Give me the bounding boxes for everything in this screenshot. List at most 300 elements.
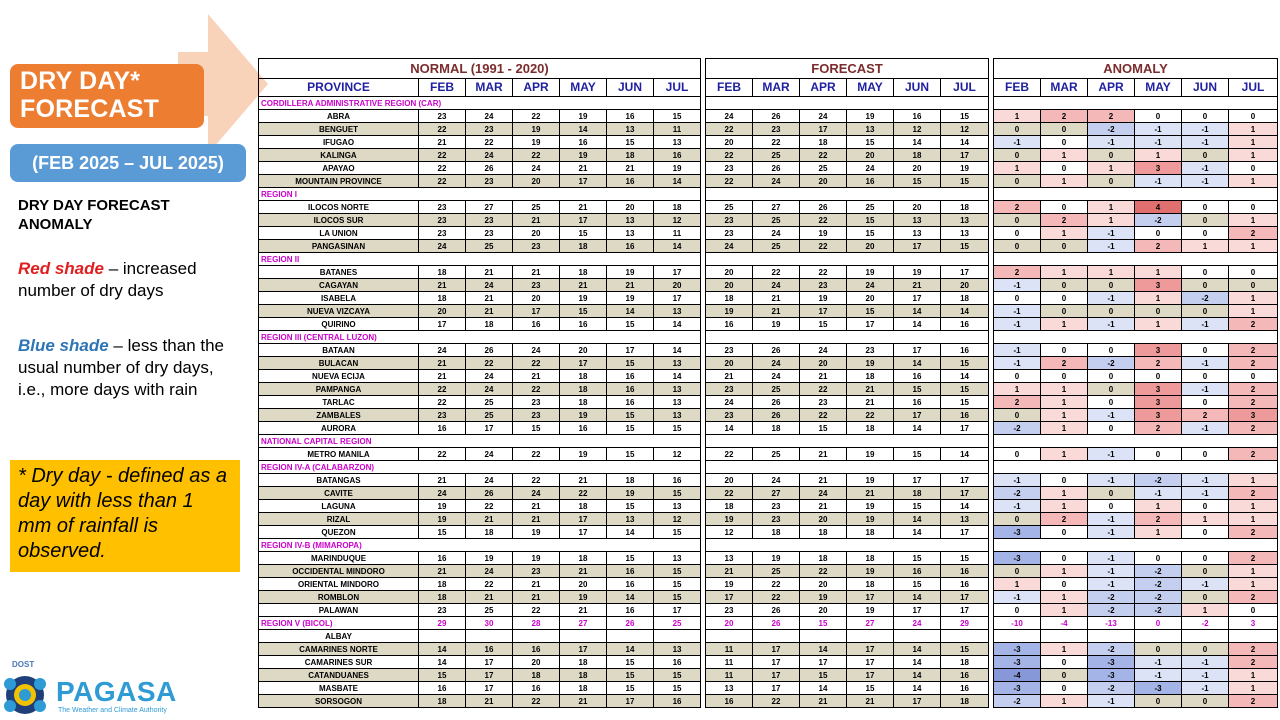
anomaly-cell: 0: [1041, 279, 1088, 292]
forecast-cell: 26: [753, 162, 800, 175]
normal-cell: 21: [466, 591, 513, 604]
anomaly-heading: DRY DAY FORECAST ANOMALY: [18, 197, 170, 233]
normal-cell: 16: [513, 643, 560, 656]
normal-cell: 21: [419, 565, 466, 578]
anomaly-header: ANOMALY: [994, 59, 1278, 79]
normal-cell: 19: [607, 487, 654, 500]
legend-blue: [18, 335, 238, 401]
anomaly-cell: -2: [1135, 214, 1182, 227]
forecast-cell: 21: [847, 383, 894, 396]
pagasa-tagline: The Weather and Climate Authority: [58, 707, 167, 714]
normal-cell: 15: [654, 578, 701, 591]
forecast-cell: 15: [894, 500, 941, 513]
anomaly-cell: -2: [1088, 357, 1135, 370]
forecast-cell: 21: [706, 370, 753, 383]
forecast-cell: 16: [941, 409, 989, 422]
forecast-cell: 24: [706, 240, 753, 253]
normal-cell: 15: [654, 526, 701, 539]
anomaly-cell: -2: [1135, 474, 1182, 487]
forecast-cell: 19: [753, 318, 800, 331]
anomaly-cell: 0: [994, 123, 1041, 136]
province-name: OCCIDENTAL MINDORO: [259, 565, 419, 578]
normal-cell: 12: [654, 513, 701, 526]
anomaly-cell: 1: [1229, 500, 1278, 513]
province-name: ISABELA: [259, 292, 419, 305]
forecast-cell: 25: [753, 383, 800, 396]
forecast-cell: 17: [753, 643, 800, 656]
normal-cell: 25: [466, 240, 513, 253]
forecast-cell: [894, 630, 941, 643]
month-header: MAY: [847, 79, 894, 97]
anomaly-cell: 1: [1229, 123, 1278, 136]
normal-cell: 21: [560, 565, 607, 578]
normal-cell: 15: [560, 305, 607, 318]
normal-cell: 17: [466, 682, 513, 695]
anomaly-cell: -2: [994, 487, 1041, 500]
normal-cell: [419, 630, 466, 643]
forecast-cell: 18: [706, 500, 753, 513]
normal-cell: 13: [654, 396, 701, 409]
forecast-cell: 17: [800, 656, 847, 669]
anomaly-cell: 0: [1041, 344, 1088, 357]
normal-cell: 13: [654, 136, 701, 149]
anomaly-cell: 1: [1041, 487, 1088, 500]
anomaly-cell: -3: [1088, 656, 1135, 669]
normal-cell: 15: [607, 669, 654, 682]
forecast-cell: 19: [800, 591, 847, 604]
province-name: AURORA: [259, 422, 419, 435]
forecast-cell: 20: [800, 357, 847, 370]
period-label: (FEB 2025 – JUL 2025): [10, 144, 246, 182]
normal-cell: 13: [654, 305, 701, 318]
page-title: DRY DAY* FORECAST: [10, 64, 204, 128]
forecast-cell: 19: [706, 578, 753, 591]
anomaly-cell: 0: [994, 149, 1041, 162]
normal-header: NORMAL (1991 - 2020): [259, 59, 701, 79]
forecast-cell: 17: [753, 669, 800, 682]
forecast-cell: 19: [894, 266, 941, 279]
forecast-cell: 13: [894, 214, 941, 227]
forecast-cell: 20: [941, 279, 989, 292]
anomaly-cell: 1: [1135, 500, 1182, 513]
anomaly-cell: 0: [1041, 305, 1088, 318]
forecast-cell: 21: [800, 448, 847, 461]
forecast-cell: [753, 630, 800, 643]
normal-cell: 15: [654, 682, 701, 695]
forecast-cell: 23: [753, 123, 800, 136]
legend-red-key: Red shade: [18, 259, 104, 278]
forecast-cell: 22: [800, 266, 847, 279]
region-total-cell: 24: [894, 617, 941, 630]
forecast-cell: 25: [753, 214, 800, 227]
anomaly-cell: 0: [994, 240, 1041, 253]
forecast-cell: 12: [894, 123, 941, 136]
province-name: ILOCOS SUR: [259, 214, 419, 227]
anomaly-cell: 0: [1135, 695, 1182, 708]
anomaly-cell: 0: [1041, 552, 1088, 565]
normal-cell: 18: [560, 669, 607, 682]
normal-cell: 18: [466, 526, 513, 539]
anomaly-cell: -1: [994, 474, 1041, 487]
anomaly-cell: 0: [994, 409, 1041, 422]
normal-cell: 18: [466, 318, 513, 331]
anomaly-cell: 0: [1182, 643, 1229, 656]
anomaly-cell: 1: [1135, 318, 1182, 331]
anomaly-cell: 0: [1041, 669, 1088, 682]
anomaly-cell: 0: [1229, 162, 1278, 175]
province-header: PROVINCE: [259, 79, 419, 97]
normal-cell: 17: [560, 526, 607, 539]
province-name: ABRA: [259, 110, 419, 123]
normal-cell: 18: [560, 396, 607, 409]
forecast-cell: 19: [800, 227, 847, 240]
province-name: KALINGA: [259, 149, 419, 162]
normal-cell: 21: [466, 513, 513, 526]
anomaly-cell: 0: [1182, 591, 1229, 604]
province-name: QUEZON: [259, 526, 419, 539]
forecast-cell: 17: [800, 305, 847, 318]
forecast-cell: 22: [706, 175, 753, 188]
forecast-cell: 18: [894, 149, 941, 162]
normal-cell: 23: [513, 240, 560, 253]
normal-cell: 18: [419, 591, 466, 604]
normal-cell: [466, 630, 513, 643]
normal-cell: 22: [466, 136, 513, 149]
normal-cell: 12: [654, 448, 701, 461]
forecast-cell: 13: [847, 123, 894, 136]
normal-cell: 22: [513, 448, 560, 461]
forecast-cell: 15: [941, 110, 989, 123]
forecast-cell: [706, 630, 753, 643]
forecast-cell: 14: [894, 513, 941, 526]
normal-cell: 18: [654, 201, 701, 214]
anomaly-cell: 1: [1041, 409, 1088, 422]
normal-cell: 23: [466, 227, 513, 240]
forecast-cell: 24: [706, 396, 753, 409]
province-name: RIZAL: [259, 513, 419, 526]
anomaly-cell: 0: [994, 513, 1041, 526]
forecast-cell: 16: [706, 695, 753, 708]
normal-cell: 19: [560, 448, 607, 461]
normal-cell: 18: [560, 682, 607, 695]
normal-cell: 16: [607, 604, 654, 617]
forecast-cell: 17: [894, 409, 941, 422]
forecast-cell: 19: [847, 357, 894, 370]
month-header: JUN: [607, 79, 654, 97]
month-header: APR: [800, 79, 847, 97]
anomaly-cell: 2: [1229, 422, 1278, 435]
month-header: FEB: [994, 79, 1041, 97]
normal-cell: 17: [560, 357, 607, 370]
anomaly-cell: 1: [1229, 136, 1278, 149]
province-name: BATAAN: [259, 344, 419, 357]
region-name: REGION I: [259, 188, 701, 201]
forecast-cell: 14: [800, 643, 847, 656]
forecast-cell: 18: [800, 526, 847, 539]
region-total-cell: 30: [466, 617, 513, 630]
normal-cell: 15: [654, 591, 701, 604]
region-total-cell: 15: [800, 617, 847, 630]
normal-cell: 15: [607, 318, 654, 331]
anomaly-cell: -1: [1088, 448, 1135, 461]
region-spacer: [994, 461, 1278, 474]
anomaly-cell: 0: [1088, 305, 1135, 318]
anomaly-cell: 0: [1182, 279, 1229, 292]
normal-cell: 19: [419, 513, 466, 526]
normal-cell: 13: [607, 214, 654, 227]
forecast-cell: 20: [706, 136, 753, 149]
anomaly-cell: 0: [1041, 162, 1088, 175]
anomaly-cell: 0: [1182, 305, 1229, 318]
anomaly-cell: -2: [1088, 604, 1135, 617]
normal-cell: 17: [560, 643, 607, 656]
anomaly-cell: 1: [1041, 383, 1088, 396]
anomaly-cell: 0: [1182, 149, 1229, 162]
legend-red-text: – increased number of dry days: [18, 259, 197, 300]
normal-cell: 15: [513, 422, 560, 435]
anomaly-cell: 1: [1041, 266, 1088, 279]
anomaly-cell: -2: [994, 695, 1041, 708]
normal-cell: 26: [466, 162, 513, 175]
forecast-cell: 18: [941, 201, 989, 214]
forecast-cell: 24: [753, 474, 800, 487]
anomaly-cell: -1: [1088, 136, 1135, 149]
region-spacer: [706, 331, 989, 344]
forecast-cell: 18: [847, 370, 894, 383]
forecast-cell: 19: [847, 565, 894, 578]
normal-cell: 22: [419, 149, 466, 162]
anomaly-cell: 1: [1229, 292, 1278, 305]
anomaly-cell: 2: [1229, 552, 1278, 565]
normal-cell: 18: [419, 292, 466, 305]
anomaly-cell: 0: [1088, 396, 1135, 409]
anomaly-cell: -1: [1135, 669, 1182, 682]
normal-cell: 15: [607, 136, 654, 149]
anomaly-cell: 1: [1135, 266, 1182, 279]
forecast-cell: 17: [894, 695, 941, 708]
forecast-header: FORECAST: [706, 59, 989, 79]
normal-cell: 19: [607, 292, 654, 305]
forecast-cell: 23: [706, 409, 753, 422]
forecast-cell: 22: [800, 565, 847, 578]
anomaly-cell: 0: [1182, 110, 1229, 123]
forecast-cell: 22: [800, 240, 847, 253]
anomaly-cell: 1: [1041, 448, 1088, 461]
anomaly-cell: 2: [1229, 227, 1278, 240]
anomaly-cell: 0: [1182, 396, 1229, 409]
anomaly-cell: 0: [1229, 370, 1278, 383]
anomaly-cell: 1: [1182, 604, 1229, 617]
anomaly-cell: 1: [1041, 149, 1088, 162]
anomaly-cell: -2: [1088, 682, 1135, 695]
province-name: LA UNION: [259, 227, 419, 240]
normal-cell: 13: [654, 383, 701, 396]
month-header: FEB: [706, 79, 753, 97]
forecast-cell: 24: [800, 344, 847, 357]
normal-cell: 19: [560, 149, 607, 162]
anomaly-cell: 0: [1041, 682, 1088, 695]
forecast-cell: 14: [894, 591, 941, 604]
anomaly-cell: -3: [994, 526, 1041, 539]
forecast-cell: 14: [706, 422, 753, 435]
forecast-cell: 23: [753, 500, 800, 513]
anomaly-cell: 0: [994, 448, 1041, 461]
province-name: MARINDUQUE: [259, 552, 419, 565]
forecast-cell: 23: [706, 344, 753, 357]
normal-cell: 23: [466, 175, 513, 188]
anomaly-cell: -1: [1088, 552, 1135, 565]
forecast-cell: 20: [706, 266, 753, 279]
forecast-cell: 17: [753, 656, 800, 669]
anomaly-cell: 1: [1135, 292, 1182, 305]
normal-cell: 21: [513, 513, 560, 526]
region-total-cell: 29: [941, 617, 989, 630]
normal-cell: 24: [466, 279, 513, 292]
forecast-cell: 19: [847, 500, 894, 513]
forecast-cell: 22: [753, 578, 800, 591]
anomaly-cell: 0: [1041, 370, 1088, 383]
forecast-cell: 15: [941, 643, 989, 656]
forecast-cell: 17: [847, 591, 894, 604]
anomaly-cell: 0: [1182, 266, 1229, 279]
anomaly-cell: 2: [1229, 591, 1278, 604]
anomaly-cell: 0: [1229, 604, 1278, 617]
forecast-cell: 15: [894, 175, 941, 188]
normal-cell: 14: [419, 643, 466, 656]
legend-blue-key: Blue shade: [18, 336, 109, 355]
forecast-cell: 17: [941, 422, 989, 435]
forecast-cell: 15: [941, 240, 989, 253]
forecast-cell: 17: [941, 266, 989, 279]
forecast-cell: 18: [706, 292, 753, 305]
pagasa-name: PAGASA: [56, 676, 177, 707]
anomaly-cell: 0: [994, 565, 1041, 578]
anomaly-cell: -2: [1182, 292, 1229, 305]
normal-cell: 21: [513, 500, 560, 513]
normal-cell: 17: [654, 604, 701, 617]
forecast-cell: 22: [706, 123, 753, 136]
forecast-cell: 16: [894, 110, 941, 123]
forecast-cell: 23: [706, 162, 753, 175]
anomaly-cell: 3: [1135, 162, 1182, 175]
anomaly-cell: 3: [1229, 409, 1278, 422]
normal-cell: 17: [654, 292, 701, 305]
anomaly-cell: 0: [1182, 344, 1229, 357]
normal-cell: 16: [607, 175, 654, 188]
anomaly-cell: 0: [1182, 695, 1229, 708]
month-header: APR: [513, 79, 560, 97]
forecast-cell: 22: [800, 214, 847, 227]
forecast-cell: 16: [941, 669, 989, 682]
normal-cell: 18: [560, 500, 607, 513]
anomaly-cell: 1: [1041, 396, 1088, 409]
normal-cell: 14: [654, 370, 701, 383]
forecast-cell: 14: [941, 136, 989, 149]
anomaly-cell: [994, 630, 1041, 643]
normal-cell: 22: [419, 448, 466, 461]
anomaly-cell: -1: [1182, 162, 1229, 175]
normal-cell: 15: [607, 682, 654, 695]
anomaly-cell: 0: [1229, 110, 1278, 123]
anomaly-cell: -1: [1182, 357, 1229, 370]
normal-cell: 15: [607, 500, 654, 513]
forecast-cell: 22: [800, 149, 847, 162]
anomaly-cell: 1: [1041, 175, 1088, 188]
forecast-cell: 17: [847, 643, 894, 656]
normal-cell: 21: [466, 266, 513, 279]
anomaly-cell: -1: [994, 279, 1041, 292]
anomaly-cell: 2: [1135, 240, 1182, 253]
province-name: TARLAC: [259, 396, 419, 409]
normal-cell: 23: [419, 214, 466, 227]
forecast-cell: 13: [706, 552, 753, 565]
forecast-cell: 25: [847, 201, 894, 214]
region-name: CORDILLERA ADMINISTRATIVE REGION (CAR): [259, 97, 701, 110]
pagasa-emblem-icon: [2, 674, 48, 716]
normal-cell: 21: [466, 695, 513, 708]
normal-cell: 21: [607, 279, 654, 292]
forecast-cell: 16: [706, 318, 753, 331]
forecast-cell: 14: [894, 526, 941, 539]
forecast-cell: 13: [894, 227, 941, 240]
region-total-cell: 0: [1135, 617, 1182, 630]
forecast-cell: 23: [706, 604, 753, 617]
forecast-cell: 20: [706, 279, 753, 292]
anomaly-cell: 2: [1229, 383, 1278, 396]
region-name: REGION II: [259, 253, 701, 266]
forecast-cell: 20: [894, 162, 941, 175]
forecast-cell: 15: [941, 357, 989, 370]
forecast-cell: 16: [894, 396, 941, 409]
forecast-cell: 18: [847, 578, 894, 591]
normal-cell: 23: [419, 110, 466, 123]
anomaly-cell: 0: [1088, 175, 1135, 188]
anomaly-cell: -3: [994, 656, 1041, 669]
normal-cell: 18: [560, 370, 607, 383]
anomaly-cell: 2: [1229, 643, 1278, 656]
forecast-cell: 23: [800, 396, 847, 409]
forecast-cell: 17: [894, 474, 941, 487]
anomaly-cell: -2: [1135, 604, 1182, 617]
normal-cell: 24: [419, 240, 466, 253]
anomaly-cell: -1: [1182, 318, 1229, 331]
anomaly-cell: 1: [994, 578, 1041, 591]
anomaly-cell: -1: [1088, 227, 1135, 240]
province-name: CAVITE: [259, 487, 419, 500]
forecast-cell: 24: [706, 110, 753, 123]
province-name: ALBAY: [259, 630, 419, 643]
normal-cell: [654, 630, 701, 643]
anomaly-cell: 1: [1041, 500, 1088, 513]
forecast-cell: 21: [847, 487, 894, 500]
forecast-cell: 26: [753, 344, 800, 357]
forecast-cell: 15: [800, 422, 847, 435]
anomaly-cell: -1: [1135, 123, 1182, 136]
forecast-cell: 20: [800, 513, 847, 526]
forecast-cell: 19: [753, 552, 800, 565]
anomaly-cell: 0: [994, 604, 1041, 617]
anomaly-cell: 0: [994, 175, 1041, 188]
dry-day-definition: * Dry day - defined as a day with less than 1 mm of rainfall is observed.: [10, 460, 240, 572]
normal-cell: 15: [654, 422, 701, 435]
normal-cell: 22: [513, 110, 560, 123]
anomaly-cell: 2: [994, 266, 1041, 279]
normal-cell: 17: [560, 214, 607, 227]
region-total-cell: 28: [513, 617, 560, 630]
normal-cell: 23: [419, 409, 466, 422]
anomaly-cell: [1182, 630, 1229, 643]
forecast-cell: 17: [847, 318, 894, 331]
